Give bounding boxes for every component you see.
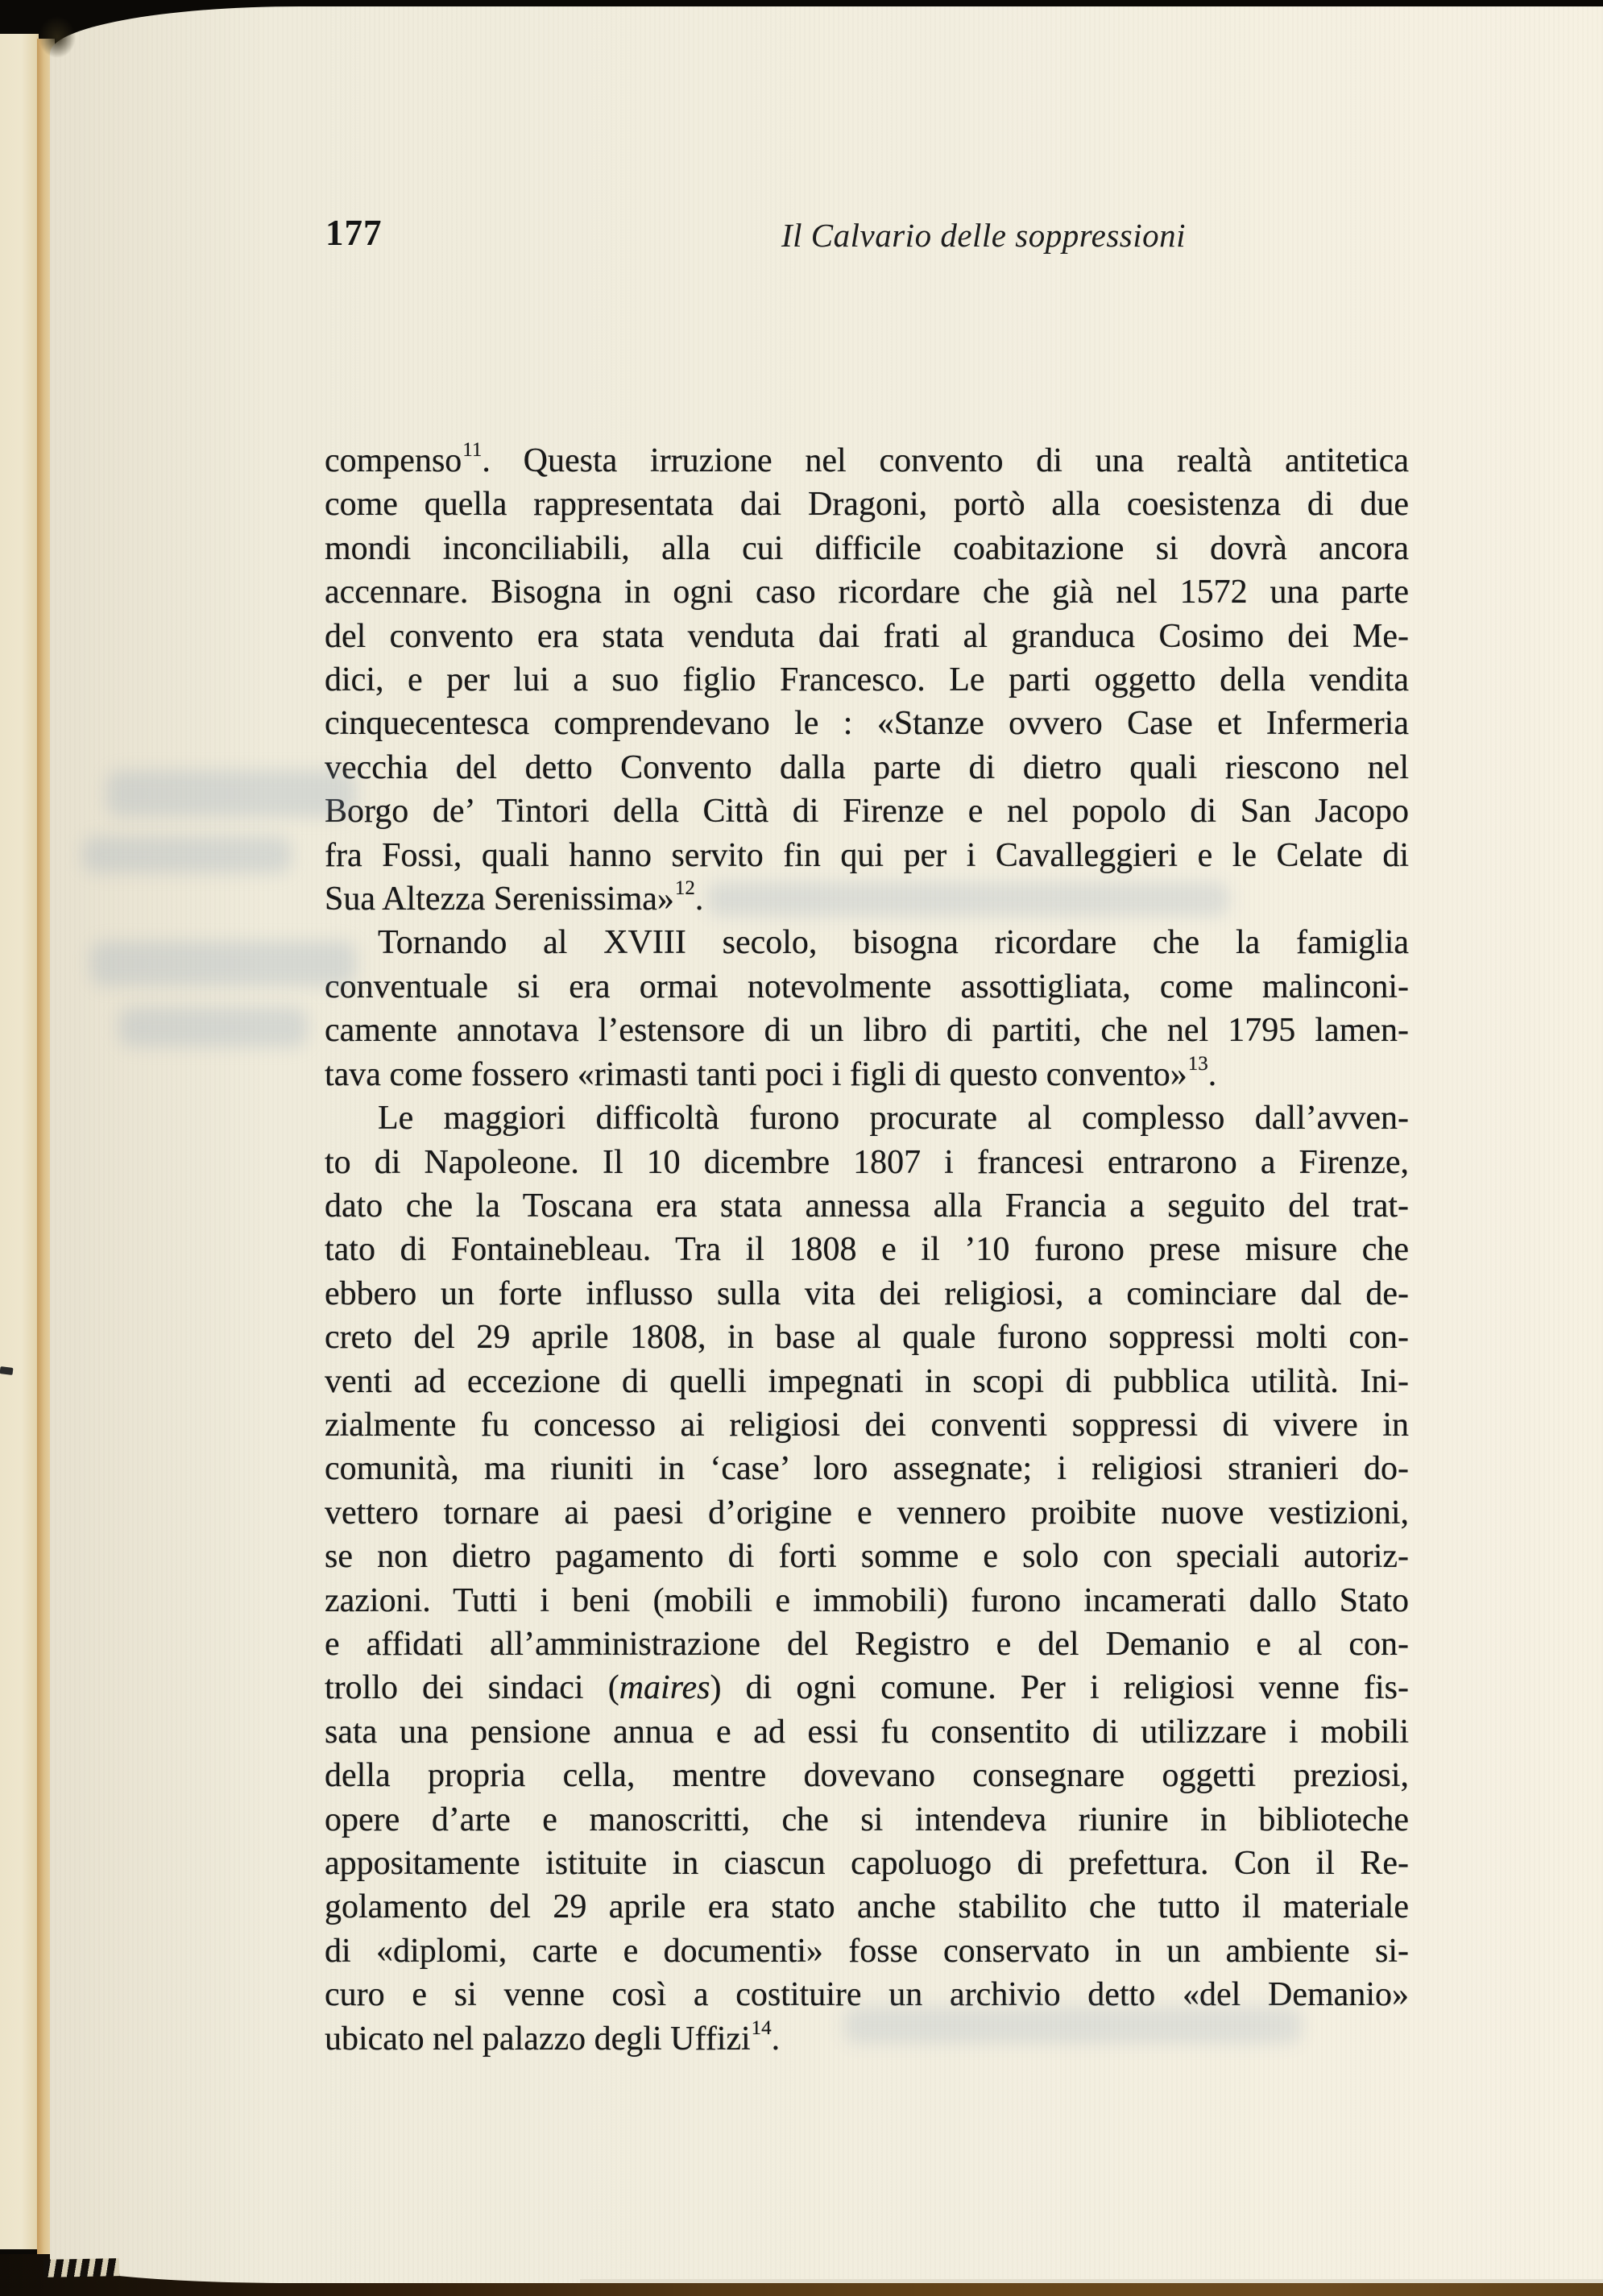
body-line	[325, 439, 1409, 483]
body-line	[325, 1009, 1409, 1052]
body-line	[325, 746, 1409, 790]
body-line	[325, 1842, 1409, 1885]
text-run: conventuale si era ormai notevolmente assottigliata, come malinconi-	[325, 968, 1409, 1005]
body-line	[325, 965, 1409, 1009]
footnote-ref: 12	[674, 877, 695, 900]
text-run: del convento era stata venduta dai frati al granduca Cosimo dei Me-	[325, 617, 1409, 655]
text-run: come quella rappresentata dai Dragoni, portò alla coesistenza di due	[325, 486, 1409, 524]
facing-page-edge	[0, 34, 39, 2249]
text-run: to di Napoleone. Il 10 dicembre 1807 i francesi entrarono a Firenze,	[325, 1143, 1409, 1181]
body-line	[325, 570, 1409, 614]
text-run: ubicato nel palazzo degli Uffizi	[325, 2020, 751, 2058]
text-run: vettero tornare ai paesi d’origine e vennero proibite nuove vestizioni,	[325, 1494, 1409, 1531]
text-run: dici, e per lui a suo figlio Francesco. Le parti oggetto della vendita	[325, 661, 1409, 699]
text-run: tava come fossero «rimasti tanti poci i figli di questo convento»	[325, 1055, 1187, 1093]
text-run: dato che la Toscana era stata annessa alla Francia a seguito del trat-	[325, 1187, 1409, 1225]
text-run: venti ad eccezione di quelli impegnati in scopi di pubblica utilità. Ini-	[325, 1362, 1409, 1400]
text-run: trollo dei sindaci (	[325, 1669, 619, 1707]
running-title: Il Calvario delle soppressioni	[781, 217, 1187, 254]
body-line	[325, 1272, 1409, 1316]
body-line	[325, 1360, 1409, 1403]
text-run: appositamente istituite in ciascun capoluogo di prefettura. Con il Re-	[325, 1845, 1409, 1882]
body-line	[325, 921, 1409, 964]
footnote-ref: 14	[751, 2016, 772, 2039]
text-run: comunità, ma riuniti in ‘case’ loro assegnate; i religiosi stranieri do-	[325, 1450, 1409, 1488]
paragraph	[325, 439, 1409, 921]
text-run: compenso	[325, 442, 462, 479]
body-line	[325, 1403, 1409, 1447]
body-line	[325, 1885, 1409, 1929]
body-line	[325, 1053, 1409, 1096]
italic-term: maires	[619, 1669, 710, 1707]
body-line	[325, 1535, 1409, 1578]
body-text	[325, 439, 1409, 2061]
showthrough-smudge	[706, 881, 1230, 917]
text-run: sata una pensione annua e ad essi fu consentito di utilizzare i mobili	[325, 1713, 1409, 1751]
body-line	[325, 483, 1409, 526]
paragraph	[325, 1096, 1409, 2061]
text-run: cinquecentesca comprendevano le : «Stanze ovvero Case et Infermeria	[325, 705, 1409, 743]
footnote-ref: 13	[1187, 1052, 1208, 1075]
text-run: Tornando al XVIII secolo, bisogna ricordare che la famiglia	[378, 924, 1409, 962]
body-line	[325, 1447, 1409, 1490]
body-line	[325, 1228, 1409, 1271]
page-number: 177	[325, 213, 383, 253]
text-run: opere d’arte e manoscritti, che si intendeva riunire in biblioteche	[325, 1801, 1409, 1838]
text-run: tato di Fontainebleau. Tra il 1808 e il ’10 furono prese misure che	[325, 1231, 1409, 1269]
text-run: e affidati all’amministrazione del Registro e del Demanio e al con-	[325, 1625, 1409, 1663]
text-run: creto del 29 aprile 1808, in base al quale furono soppressi molti con-	[325, 1319, 1409, 1357]
text-run: se non dietro pagamento di forti somme e solo con speciali autoriz-	[325, 1538, 1409, 1576]
text-run: . Questa irruzione nel convento di una realtà antitetica	[482, 442, 1409, 479]
body-line	[325, 658, 1409, 702]
margin-mark	[0, 1366, 13, 1375]
body-line	[325, 1491, 1409, 1535]
body-line	[325, 834, 1409, 877]
body-line	[325, 1184, 1409, 1228]
text-run: zazioni. Tutti i beni (mobili e immobili) furono incamerati dallo Stato	[325, 1581, 1409, 1619]
text-run: ) di ogni comune. Per i religiosi venne fis-	[710, 1669, 1409, 1707]
body-line	[325, 1929, 1409, 1973]
body-line	[325, 1579, 1409, 1623]
text-run: vecchia del detto Convento dalla parte di dietro quali riescono nel	[325, 748, 1409, 786]
showthrough-smudge	[90, 941, 356, 986]
body-line	[325, 790, 1409, 833]
text-run: zialmente fu concesso ai religiosi dei conventi soppressi di vivere in	[325, 1406, 1409, 1444]
text-run: Borgo de’ Tintori della Città di Firenze e nel popolo di San Jacopo	[325, 793, 1409, 831]
text-run: mondi inconciliabili, alla cui difficile coabitazione si dovrà ancora	[325, 529, 1409, 567]
text-run: .	[694, 881, 704, 918]
body-line	[325, 1666, 1409, 1710]
showthrough-smudge	[118, 1007, 308, 1047]
body-line	[325, 527, 1409, 570]
text-run: golamento del 29 aprile era stato anche stabilito che tutto il materiale	[325, 1888, 1409, 1926]
text-run: curo e si venne così a costituire un archivio detto «del Demanio»	[325, 1976, 1409, 2014]
showthrough-smudge	[106, 770, 356, 817]
body-line	[325, 1623, 1409, 1666]
headband	[43, 2258, 119, 2277]
text-run: accennare. Bisogna in ogni caso ricordare che già nel 1572 una parte	[325, 574, 1409, 611]
text-run: Le maggiori difficoltà furono procurate al complesso dall’avven-	[378, 1100, 1409, 1138]
showthrough-smudge	[82, 836, 292, 873]
body-line	[325, 1316, 1409, 1359]
text-run: Sua Altezza Serenissima»	[325, 881, 674, 918]
body-line	[325, 1096, 1409, 1140]
body-line	[325, 1141, 1409, 1184]
body-line	[325, 1710, 1409, 1754]
paragraph	[325, 921, 1409, 1096]
page-bottom-edge-highlight	[580, 2279, 1603, 2283]
footnote-ref: 11	[462, 439, 483, 461]
text-run: camente annotava l’estensore di un libro di partiti, che nel 1795 lamen-	[325, 1012, 1409, 1050]
text-run: di «diplomi, carte e documenti» fosse conservato in un ambiente si-	[325, 1932, 1409, 1970]
body-line	[325, 702, 1409, 745]
text-run: della propria cella, mentre dovevano consegnare oggetti preziosi,	[325, 1757, 1409, 1795]
text-run: .	[1207, 1055, 1217, 1093]
text-run: .	[771, 2020, 781, 2058]
body-line	[325, 1798, 1409, 1842]
text-run: ebbero un forte influsso sulla vita dei religiosi, a cominciare dal de-	[325, 1274, 1409, 1312]
body-line	[325, 615, 1409, 658]
page-surface	[50, 6, 1603, 2283]
gutter-shadow	[39, 16, 76, 58]
showthrough-smudge	[843, 2006, 1303, 2045]
text-run: fra Fossi, quali hanno servito fin qui per i Cavalleggieri e le Celate di	[325, 836, 1409, 874]
body-line	[325, 1754, 1409, 1797]
